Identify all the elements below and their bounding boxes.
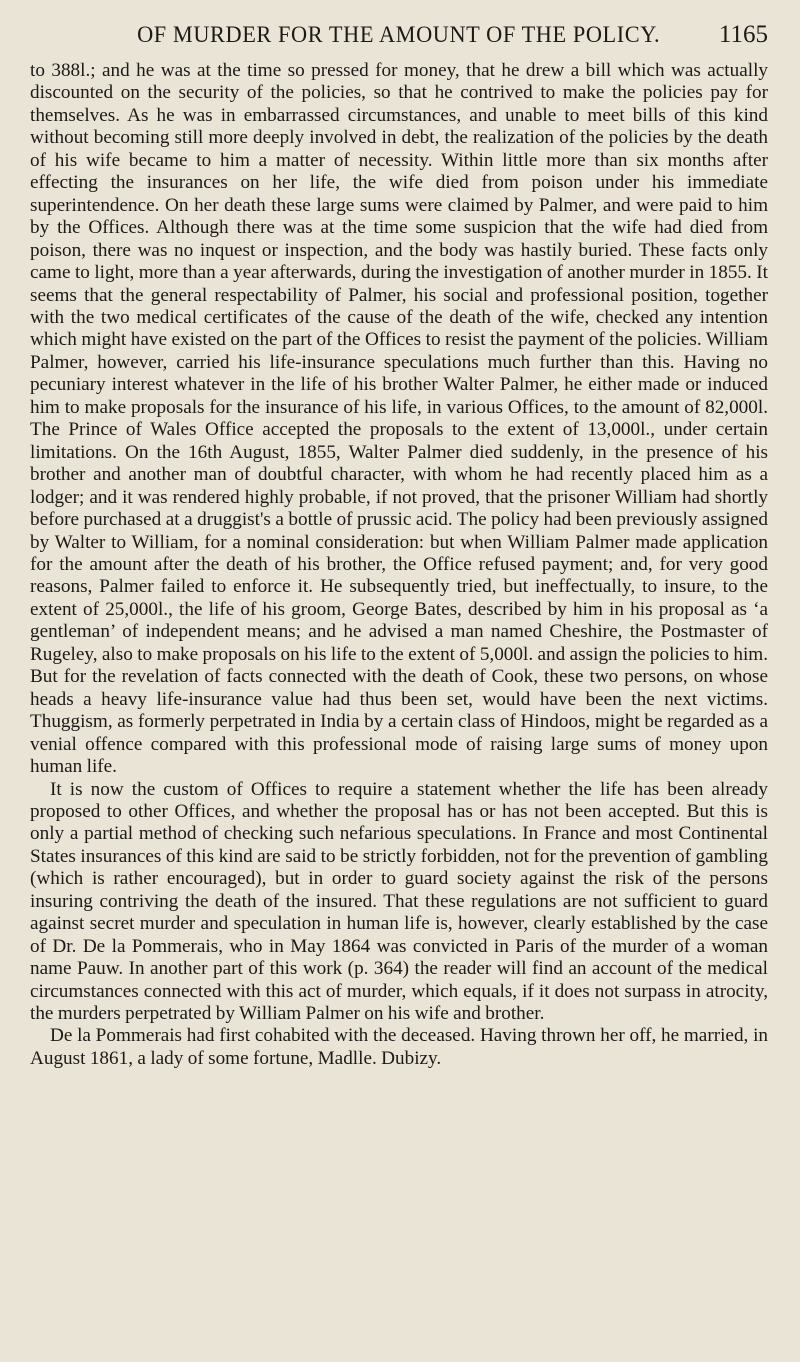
running-title: OF MURDER FOR THE AMOUNT OF THE POLICY. bbox=[137, 22, 661, 47]
book-page bbox=[30, 12, 768, 1070]
body-text bbox=[30, 60, 768, 1070]
paragraph: It is now the custom of Offices to require a statement whether the life has been already proposed to other Offices, and whether the proposal has or has not been accepted. But this is only a partial method of checking such nefarious speculations. In France and most Continental States insurances of this kind are said to be strictly forbidden, not for the prevention of gambling (which is rather encouraged), but in order to guard society against the risk of the persons insuring contriving the death of the insured. That these regulations are not sufficient to guard against secret murder and speculation in human life is, however, clearly established by the case of Dr. De la Pommerais, who in May 1864 was convicted in Paris of the murder of a woman name Pauw. In another part of this work (p. 364) the reader will find an account of the medical circumstances connected with this act of murder, which equals, if it does not surpass in atrocity, the murders perpetrated by William Palmer on his wife and brother. bbox=[30, 778, 768, 1025]
page-number: 1165 bbox=[718, 21, 768, 48]
running-head bbox=[30, 12, 768, 58]
paragraph: to 388l.; and he was at the time so pressed for money, that he drew a bill which was actually discounted on the security of the policies, so that he contrived to make the policies pay for themselves. As he was in embarrassed circumstances, and unable to meet bills of this kind without becoming still more deeply involved in debt, the realization of the policies by the death of his wife became to him a matter of necessity. Within little more than six months after effecting the insurances on her life, the wife died from poison under his immediate superintendence. On her death these large sums were claimed by Palmer, and were paid to him by the Offices. Although there was at the time some suspicion that the wife had died from poison, there was no inquest or inspection, and the body was hastily buried. These facts only came to light, more than a year afterwards, during the investigation of another murder in 1855. It seems that the general respectability of Palmer, his social and professional position, together with the two medical certificates of the cause of the death of the wife, checked any intention which might have existed on the part of the Offices to resist the payment of the policies. William Palmer, however, carried his life-insurance speculations much further than this. Having no pecuniary interest whatever in the life of his brother Walter Palmer, he either made or induced him to make proposals for the insurance of his life, in various Offices, to the amount of 82,000l. The Prince of Wales Office accepted the proposals to the extent of 13,000l., under certain limitations. On the 16th August, 1855, Walter Palmer died suddenly, in the presence of his brother and another man of doubtful character, with whom he had recently placed him as a lodger; and it was rendered highly probable, if not proved, that the prisoner William had shortly before purchased at a druggist's a bottle of prussic acid. The policy had been previously assigned by Walter to William, for a nominal consideration: but when William Palmer made application for the amount after the death of his brother, the Office refused payment; and, for very good reasons, Palmer failed to enforce it. He subsequently tried, but ineffectually, to insure, to the extent of 25,000l., the life of his groom, George Bates, described by him in his proposal as ‘a gentleman’ of independent means; and he advised a man named Cheshire, the Postmaster of Rugeley, also to make proposals on his life to the extent of 5,000l. and assign the policies to him. But for the revelation of facts connected with the death of Cook, these two persons, on whose heads a heavy life-insurance value had thus been set, would have been the next victims. Thuggism, as formerly perpetrated in India by a certain class of Hindoos, might be regarded as a venial offence compared with this professional mode of raising large sums of money upon human life. bbox=[30, 60, 768, 778]
paragraph: De la Pommerais had first cohabited with the deceased. Having thrown her off, he married, in August 1861, a lady of some fortune, Madlle. Dubizy. bbox=[30, 1025, 768, 1069]
